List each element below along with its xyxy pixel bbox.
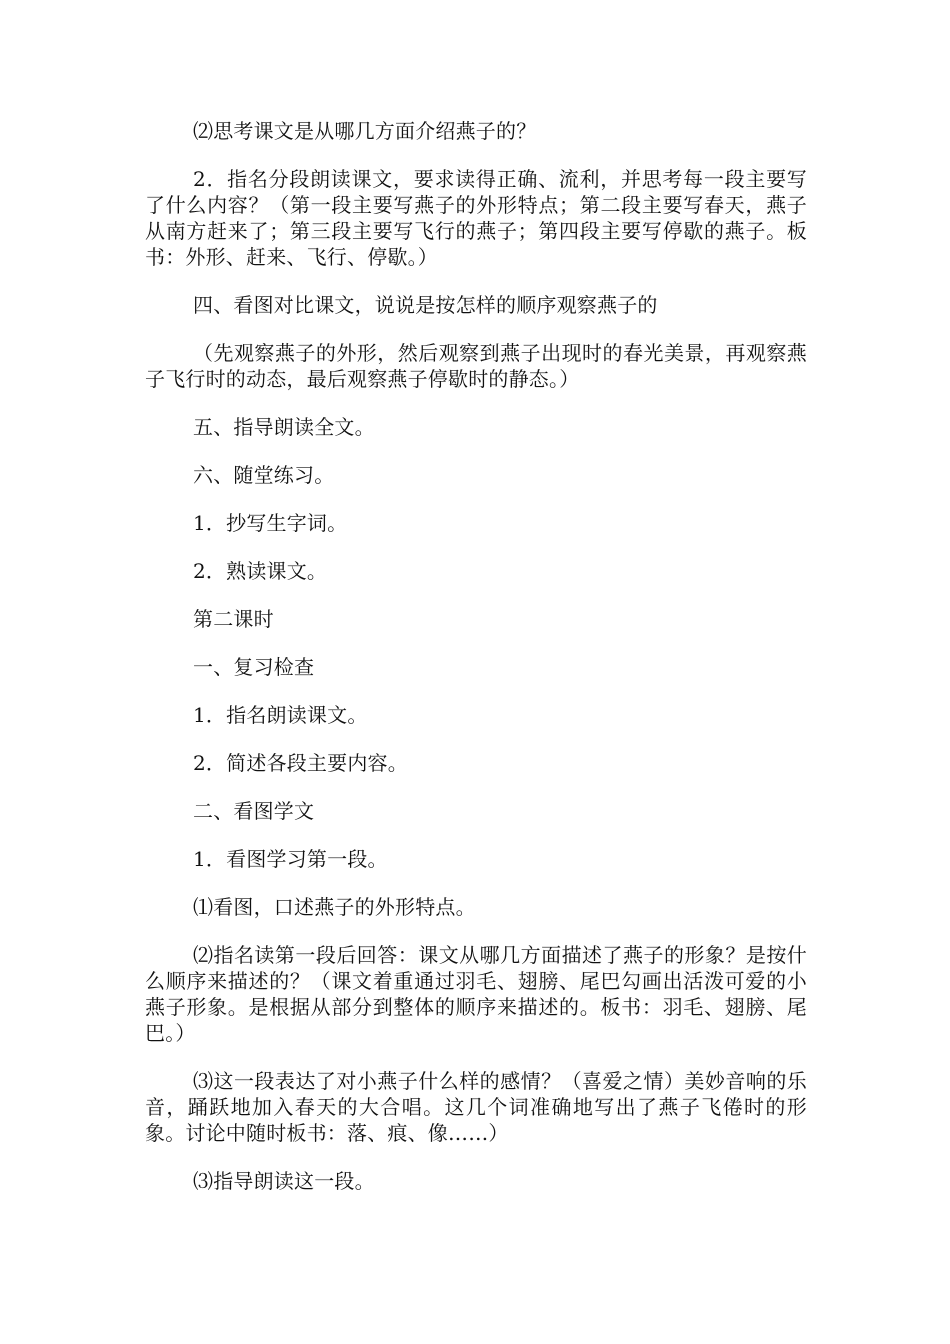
section-heading: 五、指导朗读全文。 [193,415,375,439]
section-heading: 六、随堂练习。 [193,463,335,487]
paragraph: ⑴看图，口述燕子的外形特点。 [193,895,476,919]
paragraph: ⑵指名读第一段后回答：课文从哪几方面描述了燕子的形象？是按什么顺序来描述的？（课文着重通过羽毛、翅膀、尾巴勾画出活泼可爱的小燕子形象。是根据从部分到整体的顺序来描述的。板书：羽毛、翅膀、尾巴。） [145,943,807,1045]
paragraph: （先观察燕子的外形，然后观察到燕子出现时的春光美景，再观察燕子飞行时的动态，最后观察燕子停歇时的静态。） [145,341,807,391]
section-heading: 一、复习检查 [193,655,315,679]
paragraph: 2．指名分段朗读课文，要求读得正确、流利，并思考每一段主要写了什么内容？（第一段主要写燕子的外形特点；第二段主要写春天，燕子从南方赶来了；第三段主要写飞行的燕子；第四段主要写停歇的燕子。板书：外形、赶来、飞行、停歇。） [145,167,807,269]
list-item: 1．看图学习第一段。 [193,847,388,871]
list-item: 1．指名朗读课文。 [193,703,368,727]
list-item: 2．熟读课文。 [193,559,328,583]
document-page [145,118,807,1216]
section-heading: 四、看图对比课文，说说是按怎样的顺序观察燕子的 [193,293,658,317]
lesson-heading: 第二课时 [193,607,274,631]
list-item: 2．简述各段主要内容。 [193,751,408,775]
paragraph: ⑶指导朗读这一段。 [193,1169,375,1193]
section-heading: 二、看图学文 [193,799,315,823]
paragraph: ⑶这一段表达了对小燕子什么样的感情？（喜爱之情）美妙音响的乐音，踊跃地加入春天的大合唱。这几个词准确地写出了燕子飞倦时的形象。讨论中随时板书：落、痕、像……） [145,1069,807,1145]
list-item: 1．抄写生字词。 [193,511,348,535]
paragraph: ⑵思考课文是从哪几方面介绍燕子的？ [193,119,537,143]
